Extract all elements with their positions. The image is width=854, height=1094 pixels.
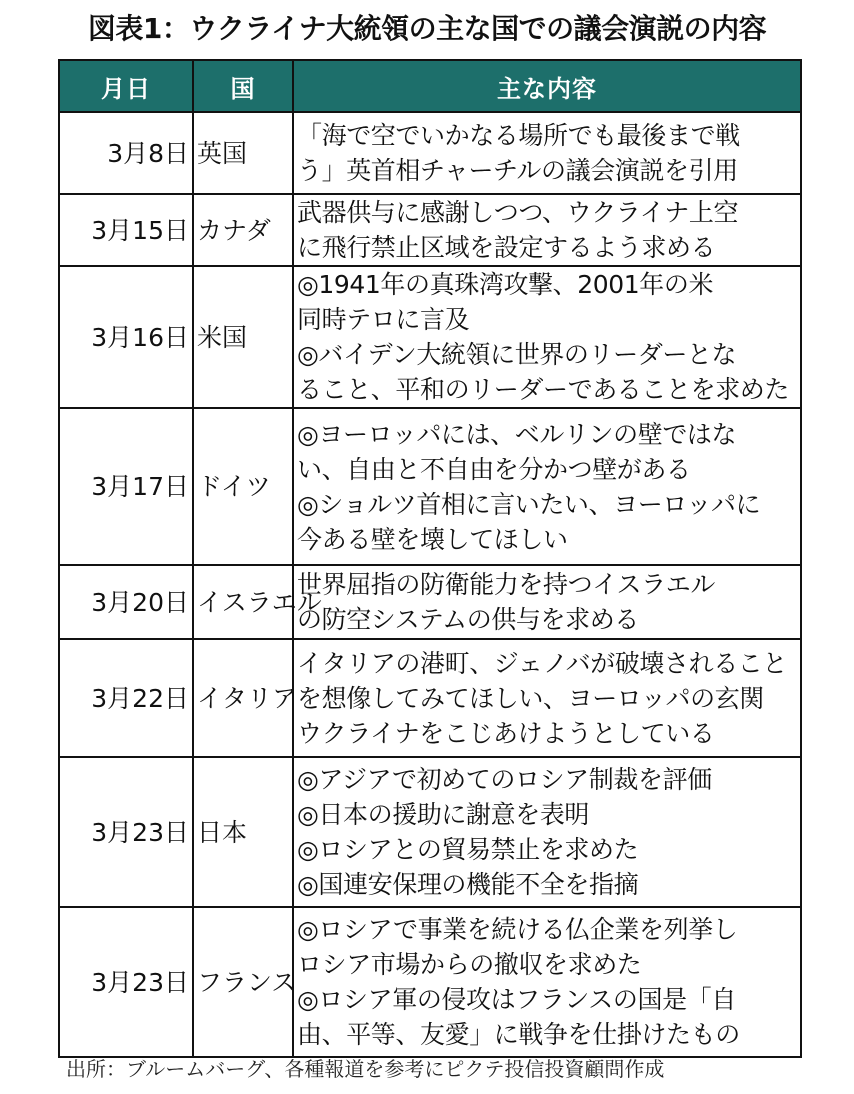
content-line: ロシア市場からの撤収を求めた bbox=[297, 950, 642, 979]
content-line: う」英首相チャーチルの議会演説を引用 bbox=[297, 156, 738, 185]
content-line: に飛行禁止区域を設定するよう求める bbox=[297, 233, 716, 262]
content-cell bbox=[293, 639, 801, 757]
content-line: 由、平等、友愛」に戦争を仕掛けたもの bbox=[297, 1020, 740, 1049]
header-country: 国 bbox=[193, 60, 293, 112]
content-line: ◎日本の援助に謝意を表明 bbox=[297, 800, 590, 829]
date-cell: 3月23日 bbox=[59, 907, 193, 1057]
content-line: ◎ロシアとの貿易禁止を求めた bbox=[297, 835, 639, 864]
date-cell: 3月15日 bbox=[59, 194, 193, 266]
speech-table bbox=[58, 59, 802, 1058]
country-cell: 米国 bbox=[193, 266, 293, 408]
content-line: の防空システムの供与を求める bbox=[297, 605, 639, 634]
content-line: 今ある壁を壊してほしい bbox=[297, 524, 568, 554]
country-cell: ドイツ bbox=[193, 408, 293, 565]
date-cell: 3月17日 bbox=[59, 408, 193, 565]
table-row bbox=[59, 639, 801, 757]
content-line: ウクライナをこじあけようとしている bbox=[297, 718, 715, 748]
content-line: ◎アジアで初めてのロシア制裁を評価 bbox=[297, 765, 712, 794]
country-cell: 日本 bbox=[193, 757, 293, 907]
date-cell: 3月16日 bbox=[59, 266, 193, 408]
table-row bbox=[59, 907, 801, 1057]
country-cell: カナダ bbox=[193, 194, 293, 266]
content-line: ◎ロシアで事業を続ける仏企業を列挙し bbox=[297, 915, 738, 944]
header-date: 月日 bbox=[59, 60, 193, 112]
content-cell bbox=[293, 565, 801, 639]
content-cell bbox=[293, 266, 801, 408]
country-cell: 英国 bbox=[193, 112, 293, 194]
table-row bbox=[59, 112, 801, 194]
content-line: い、自由と不自由を分かつ壁がある bbox=[297, 454, 691, 484]
table-row bbox=[59, 757, 801, 907]
date-cell: 3月22日 bbox=[59, 639, 193, 757]
page-title: 図表1：ウクライナ大統領の主な国での議会演説の内容 bbox=[87, 12, 767, 45]
content-line: ◎国連安保理の機能不全を指摘 bbox=[297, 870, 639, 899]
header-content: 主な内容 bbox=[293, 60, 801, 112]
content-cell bbox=[293, 112, 801, 194]
date-cell: 3月20日 bbox=[59, 565, 193, 639]
table-row bbox=[59, 194, 801, 266]
content-line: ◎ロシア軍の侵攻はフランスの国是「自 bbox=[297, 985, 736, 1014]
date-cell: 3月8日 bbox=[59, 112, 193, 194]
source-note: 出所：ブルームバーグ、各種報道を参考にピクテ投信投資顧問作成 bbox=[66, 1057, 665, 1081]
country-cell: イスラエル bbox=[193, 565, 293, 639]
content-line: 武器供与に感謝しつつ、ウクライナ上空 bbox=[297, 198, 739, 227]
content-line: ◎ショルツ首相に言いたい、ヨーロッパに bbox=[297, 489, 761, 519]
content-cell bbox=[293, 408, 801, 565]
content-line: 「海で空でいかなる場所でも最後まで戦 bbox=[297, 121, 740, 150]
table-row bbox=[59, 266, 801, 408]
table-header-row bbox=[59, 60, 801, 112]
content-cell bbox=[293, 907, 801, 1057]
country-cell: フランス bbox=[193, 907, 293, 1057]
content-line: ◎1941年の真珠湾攻撃、2001年の米 bbox=[297, 270, 714, 299]
table-row bbox=[59, 408, 801, 565]
content-cell bbox=[293, 757, 801, 907]
table-row bbox=[59, 565, 801, 639]
content-line: イタリアの港町、ジェノバが破壊されること bbox=[297, 648, 788, 678]
country-cell: イタリア bbox=[193, 639, 293, 757]
content-line: を想像してみてほしい、ヨーロッパの玄関 bbox=[297, 683, 764, 713]
content-line: 同時テロに言及 bbox=[297, 305, 470, 334]
content-line: ◎バイデン大統領に世界のリーダーとな bbox=[297, 340, 737, 369]
content-line: 世界屈指の防衛能力を持つイスラエル bbox=[297, 570, 715, 599]
content-line: ◎ヨーロッパには、ベルリンの壁ではな bbox=[297, 419, 737, 449]
date-cell: 3月23日 bbox=[59, 757, 193, 907]
content-line: ること、平和のリーダーであることを求めた bbox=[297, 375, 790, 404]
content-cell bbox=[293, 194, 801, 266]
